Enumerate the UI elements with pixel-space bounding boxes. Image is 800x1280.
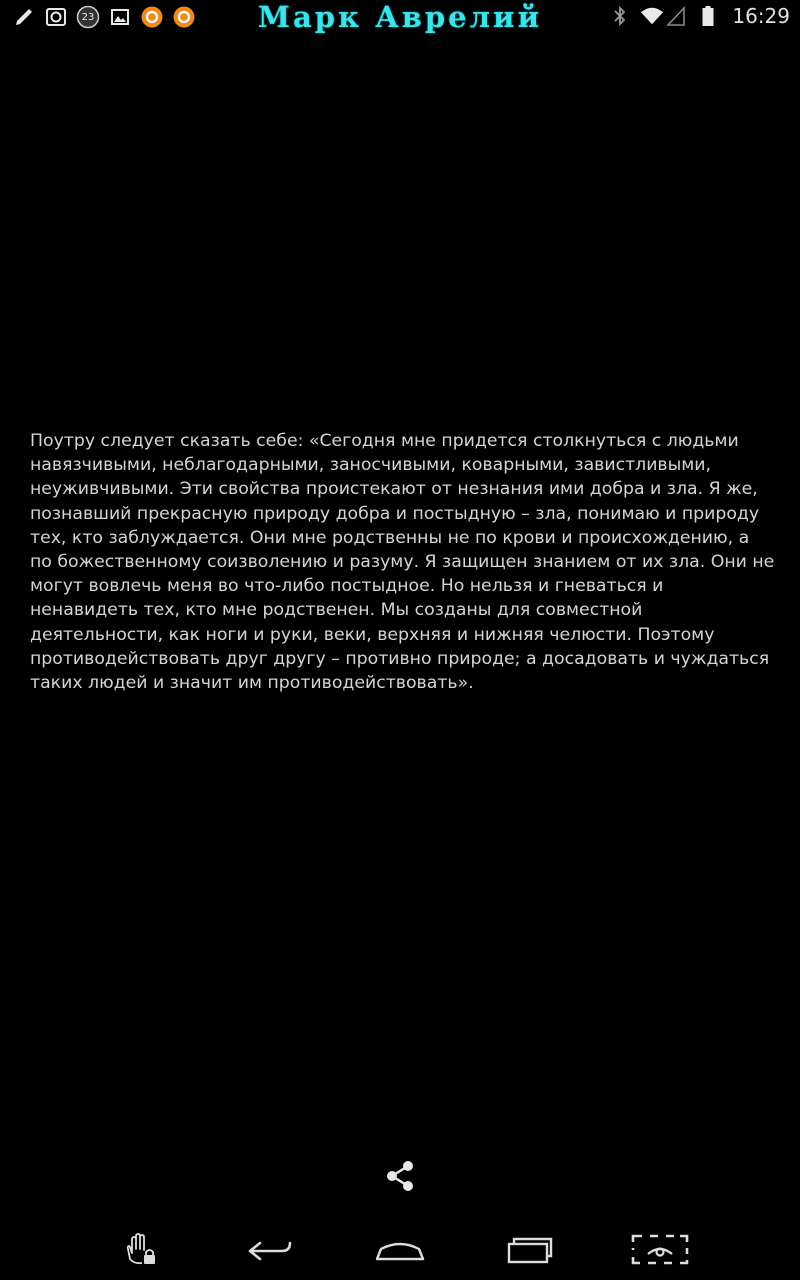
home-icon [373, 1233, 427, 1265]
gesture-lock-button[interactable] [110, 1226, 170, 1272]
back-icon [246, 1233, 294, 1265]
status-bar [0, 0, 800, 34]
signal-icon [664, 4, 688, 28]
app-title: Марк Аврелий [257, 0, 543, 34]
notification-badge-count: 23 [81, 11, 95, 23]
home-button[interactable] [370, 1226, 430, 1272]
navigation-bar [0, 1222, 800, 1280]
clock: 16:29 [732, 4, 790, 28]
bluetooth-icon [608, 4, 632, 28]
quote-text: Поутру следует сказать себе: «Сегодня мне придется столкнуться с людьми навязчивыми, неблагодарными, заносчивыми, коварными, завистливыми, неуживчивыми. Эти свойства проистекают от незнания ими добра и зла. Я же, познавший прекрасную природу добра и постыдную – зла, понимаю и природу тех, кто заблуждается. Они мне родственны не по крови и происхождению, а по божественному соизволению и разуму. Я защищен знанием от их зла. Они не могут вовлечь меня во что-либо постыдное. Но нельзя и гневаться и ненавидеть тех, кто мне родственен. Мы созданы для совместной деятельности, как ноги и руки, веки, верхняя и нижняя челюсти. Поэтому противодействовать друг другу – противно природе; а досадовать и чуждаться таких людей и значит им противодействовать». [30, 431, 775, 694]
wifi-icon [640, 4, 664, 28]
system-icons [608, 4, 790, 28]
gesture-lock-icon [120, 1229, 160, 1269]
share-button[interactable] [382, 1158, 418, 1194]
back-button[interactable] [240, 1226, 300, 1272]
recents-icon [505, 1232, 555, 1266]
screenshot-icon [630, 1232, 690, 1266]
screenshot-button[interactable] [630, 1226, 690, 1272]
share-icon [383, 1159, 417, 1193]
battery-icon [696, 4, 720, 28]
recents-button[interactable] [500, 1226, 560, 1272]
